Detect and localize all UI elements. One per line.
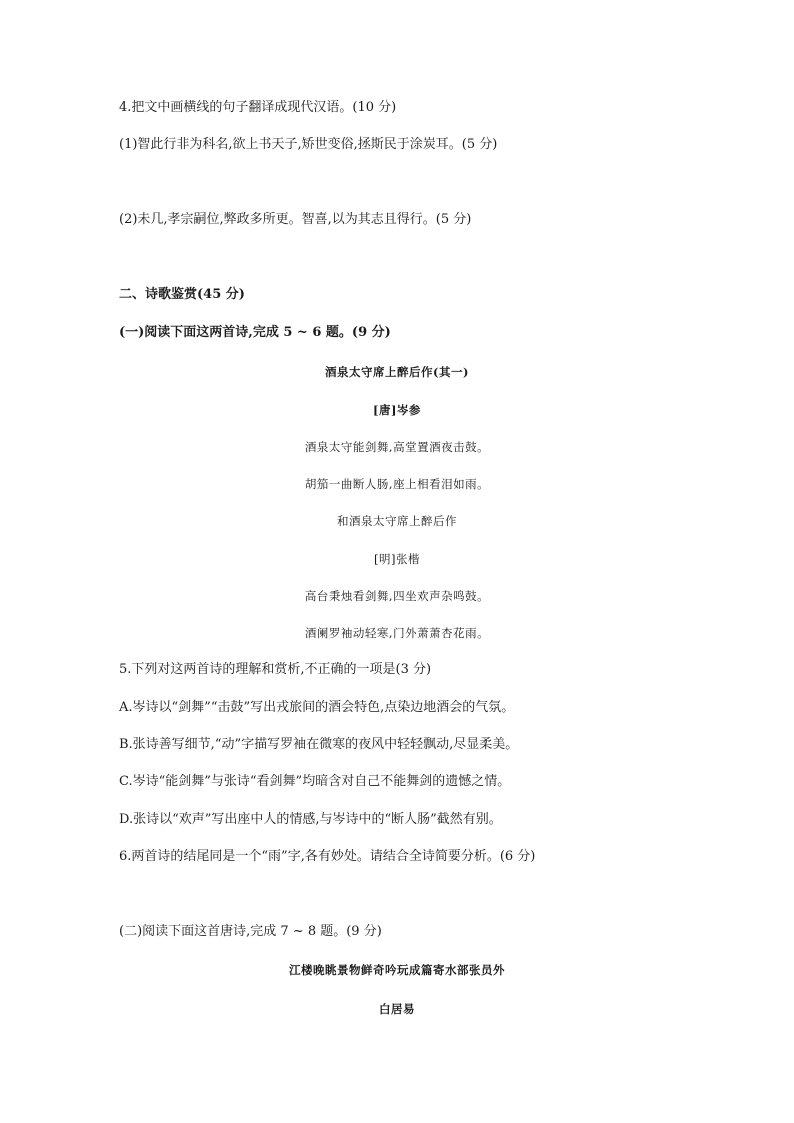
poem1-author: [唐]岑参: [373, 403, 421, 417]
q5-stem: 5.下列对这两首诗的理解和赏析,不正确的一项是(3 分): [119, 662, 432, 677]
q5-option-b: B.张诗善写细节,“动”字描写罗袖在微寒的夜风中轻轻飘动,尽显柔美。: [119, 737, 519, 752]
q4-stem: 4.把文中画横线的句子翻译成现代汉语。(10 分): [119, 100, 397, 115]
poem1-line1: 酒泉太守能剑舞,高堂置酒夜击鼓。: [304, 440, 490, 454]
poem2-line1: 高台秉烛看剑舞,四坐欢声杂鸣鼓。: [304, 589, 490, 603]
part2-poem-title: 江楼晚眺景物鲜奇吟玩成篇寄水部张员外: [289, 963, 505, 977]
q5-option-c: C.岑诗“能剑舞”与张诗“看剑舞”均暗含对自己不能舞剑的遗憾之情。: [119, 774, 511, 789]
poem2-line2: 酒阑罗袖动轻寒,门外萧萧杏花雨。: [304, 626, 490, 640]
q4-sub2: (2)未几,孝宗嗣位,弊政多所更。智喜,以为其志且得行。(5 分): [119, 212, 472, 227]
q6-stem: 6.两首诗的结尾同是一个“雨”字,各有妙处。请结合全诗简要分析。(6 分): [119, 849, 536, 864]
poem2-author: [明]张楷: [374, 552, 420, 566]
part2-instruction: (二)阅读下面这首唐诗,完成 7 ~ 8 题。(9 分): [119, 924, 382, 939]
part2-poem-author: 白居易: [379, 1002, 415, 1016]
poem2-title: 和酒泉太守席上醉后作: [337, 514, 457, 528]
part1-instruction: (一)阅读下面这两首诗,完成 5 ~ 6 题。(9 分): [119, 325, 391, 340]
q5-option-d: D.张诗以“欢声”写出座中人的情感,与岑诗中的“断人肠”截然有别。: [119, 812, 502, 827]
section-heading: 二、诗歌鉴赏(45 分): [119, 287, 245, 302]
q5-option-a: A.岑诗以“剑舞”“击鼓”写出戎旅间的酒会特色,点染边地酒会的气氛。: [119, 700, 515, 715]
q4-sub1: (1)智此行非为科名,欲上书天子,矫世变俗,拯斯民于涂炭耳。(5 分): [119, 137, 498, 152]
poem1-title: 酒泉太守席上醉后作(其一): [325, 365, 469, 379]
poem1-line2: 胡笳一曲断人肠,座上相看泪如雨。: [304, 477, 490, 491]
